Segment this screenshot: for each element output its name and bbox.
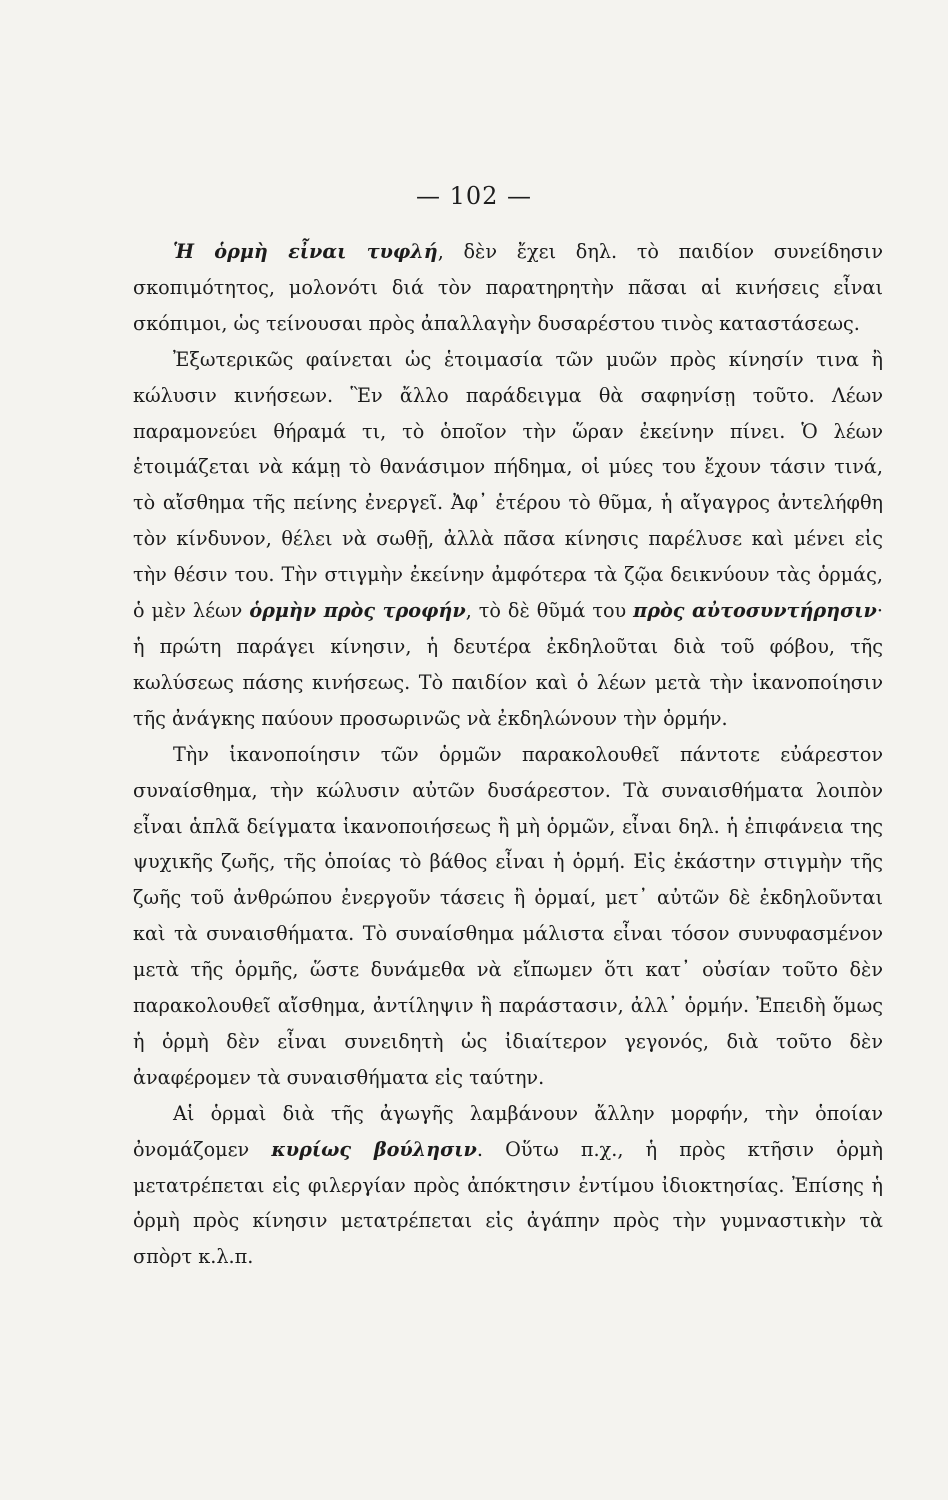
paragraph-4 [133,1096,883,1276]
emphasis-phrase: κυρίως βούλησιν [271,1137,477,1161]
paragraph-3 [133,737,883,1096]
emphasis-phrase: πρὸς αὐτοσυντήρησιν [633,599,877,623]
paragraph-text: Ἐξωτερικῶς φαίνεται ὡς ἑτοιμασία τῶν μυῶν πρὸς κίνησίν τινα ἢ κώλυσιν κινήσεων. Ἓν ἄλλο παράδειγμα θὰ σαφηνίσῃ τοῦτο. Λέων παραμονεύει θήραμά τι, τὸ ὁποῖον τὴν ὥραν ἐκείνην πίνει. Ὁ λέων ἑτοιμάζεται νὰ κάμῃ τὸ θανάσιμον πήδημα, οἱ μύες του ἔχουν τάσιν τινά, τὸ αἴσθημα τῆς πείνης ἐνεργεῖ. Ἀφ᾽ ἑτέρου τὸ θῦμα, ἡ αἴγαγρος ἀντελήφθη τὸν κίνδυνον, θέλει νὰ σωθῇ, ἀλλὰ πᾶσα κίνησις παρέλυσε καὶ μένει εἰς τὴν θέσιν του. Τὴν στιγμὴν ἐκείνην ἀμφότερα τὰ ζῷα δεικνύουν τὰς ὁρμάς, ὁ μὲν λέων [133,347,883,623]
paragraph-text: Τὴν ἱκανοποίησιν τῶν ὁρμῶν παρακολουθεῖ πάντοτε εὐάρεστον συναίσθημα, τὴν κώλυσιν αὐτῶν δυσάρεστον. Τὰ συναισθήματα λοιπὸν εἶναι ἁπλᾶ δείγματα ἱκανοποιήσεως ἢ μὴ ὁρμῶν, εἶναι δηλ. ἡ ἐπιφάνεια της ψυχικῆς ζωῆς, τῆς ὁποίας τὸ βάθος εἶναι ἡ ὁρμή. Εἰς ἑκάστην στιγμὴν τῆς ζωῆς τοῦ ἀνθρώπου ἐνεργοῦν τάσεις ἢ ὁρμαί, μετ᾽ αὐτῶν δὲ ἐκδηλοῦνται καὶ τὰ συναισθήματα. Τὸ συναίσθημα μάλιστα εἶναι τόσον συνυφασμένον μετὰ τῆς ὁρμῆς, ὥστε δυνάμεθα νὰ εἴπωμεν ὅτι κατ᾽ οὐσίαν τοῦτο δὲν παρακολουθεῖ αἴσθημα, ἀντίληψιν ἢ παράστασιν, ἀλλ᾽ ὁρμήν. Ἐπειδὴ ὅμως ἡ ὁρμὴ δὲν εἶναι συνειδητὴ ὡς ἰδιαίτερον γεγονός, διὰ τοῦτο δὲν ἀναφέρομεν τὰ συναισθήματα εἰς ταύτην. [133,742,883,1089]
paragraph-text: · ἡ πρώτη παράγει κίνησιν, ἡ δευτέρα ἐκδηλοῦται διὰ τοῦ φόβου, τῆς κωλύσεως πάσης κινήσεως. Τὸ παιδίον καὶ ὁ λέων μετὰ τὴν ἱκανοποίησιν τῆς ἀνάγκης παύουν προσωρινῶς νὰ ἐκδηλώνουν τὴν ὁρμήν. [133,599,883,730]
paragraph-text: . Οὕτω π.χ., ἡ πρὸς κτῆσιν ὁρμὴ μετατρέπεται εἰς φιλεργίαν πρὸς ἀπόκτησιν ἐντίμου ἰδιοκτησίας. Ἐπίσης ἡ ὁρμὴ πρὸς κίνησιν μετατρέπεται εἰς ἀγάπην πρὸς τὴν γυμναστικὴν τὰ σπὸρτ κ.λ.π. [133,1137,883,1269]
paragraph-2 [133,342,883,737]
paragraph-1 [133,234,883,342]
page-body [133,234,883,1275]
paragraph-text: , τὸ δὲ θῦμά του [465,599,634,623]
emphasis-phrase: ὁρμὴν πρὸς τροφήν [249,599,466,623]
paragraph-text: , δὲν ἔχει δηλ. τὸ παιδίον συνείδησιν σκοπιμότητος, μολονότι διά τὸν παρατηρητὴν πᾶσαι αἱ κινήσεις εἶναι σκόπιμοι, ὡς τείνουσαι πρὸς ἀπαλλαγὴν δυσαρέστου τινὸς καταστάσεως. [133,240,883,335]
emphasis-phrase: Ἡ ὁρμὴ εἶναι τυφλή [173,240,438,263]
page-number: — 102 — [415,182,533,210]
paragraph-text: Αἱ ὁρμαὶ διὰ τῆς ἀγωγῆς λαμβάνουν ἄλλην μορφήν, τὴν ὁποίαν ὀνομάζομεν [133,1101,883,1161]
